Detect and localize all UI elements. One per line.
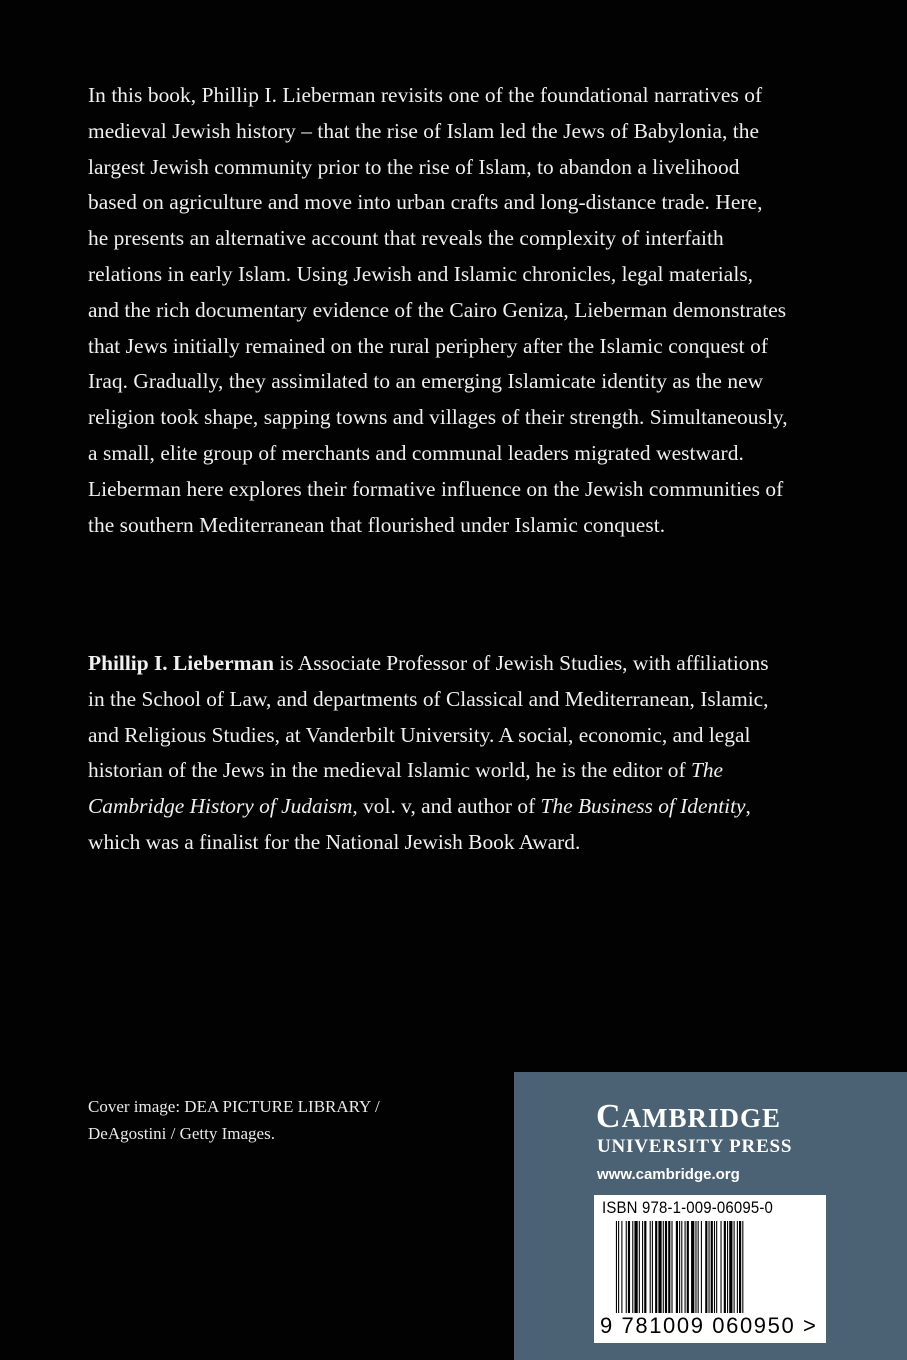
isbn-barcode: [594, 1195, 826, 1343]
author-name: Phillip I. Lieberman: [88, 651, 274, 675]
bio-title-2: The Business of Identity: [540, 794, 746, 819]
bio-text-3: , which was a finalist for the National Jewish Book Award.: [88, 794, 751, 854]
author-bio: [88, 646, 788, 861]
publisher-name-initial: C: [596, 1098, 622, 1135]
publisher-name-rest: AMBRIDGE: [621, 1103, 782, 1133]
credit-line-2: DeAgostini / Getty Images.: [88, 1124, 275, 1143]
barcode-digits: 9 781009 060950 >: [600, 1313, 818, 1338]
bio-text-1: is Associate Professor of Jewish Studies, with affiliations in the School of Law, and departments of Classical and Mediterranean, Islamic, and Religious Studies, at Vanderbilt University. A social, economic, and legal historian of the Jews in the medieval Islamic world, he is the editor of: [88, 651, 769, 783]
cover-image-credit: [88, 1093, 488, 1147]
bio-text-2: vol. v, and author of: [357, 794, 541, 819]
book-description: In this book, Phillip I. Lieberman revisits one of the foundational narratives of medieval Jewish history – that the rise of Islam led the Jews of Babylonia, the largest Jewish community prior to the rise of Islam, to abandon a livelihood based on agriculture and move into urban crafts and long-distance trade. Here, he presents an alternative account that reveals the complexity of interfaith relations in early Islam. Using Jewish and Islamic chronicles, legal materials, and the rich documentary evidence of the Cairo Geniza, Lieberman demonstrates that Jews initially remained on the rural periphery after the Islamic conquest of Iraq. Gradually, they assimilated to an emerging Islamicate identity as the new religion took shape, sapping towns and villages of their strength. Simultaneously, a small, elite group of merchants and communal leaders migrated westward. Lieberman here explores their formative influence on the Jewish communities of the southern Mediterranean that flourished under Islamic conquest.: [88, 83, 788, 537]
publisher-url: www.cambridge.org: [597, 1166, 740, 1183]
publisher-panel: [514, 1072, 907, 1360]
credit-line-1: Cover image: DEA PICTURE LIBRARY /: [88, 1097, 380, 1116]
publisher-logo: [596, 1100, 781, 1135]
publisher-press: UNIVERSITY PRESS: [597, 1136, 793, 1157]
barcode-bars-icon: [614, 1221, 794, 1313]
isbn-label: ISBN 978-1-009-06095-0: [602, 1198, 774, 1217]
bio-title-1: The Cambridge History of Judaism,: [88, 758, 724, 819]
